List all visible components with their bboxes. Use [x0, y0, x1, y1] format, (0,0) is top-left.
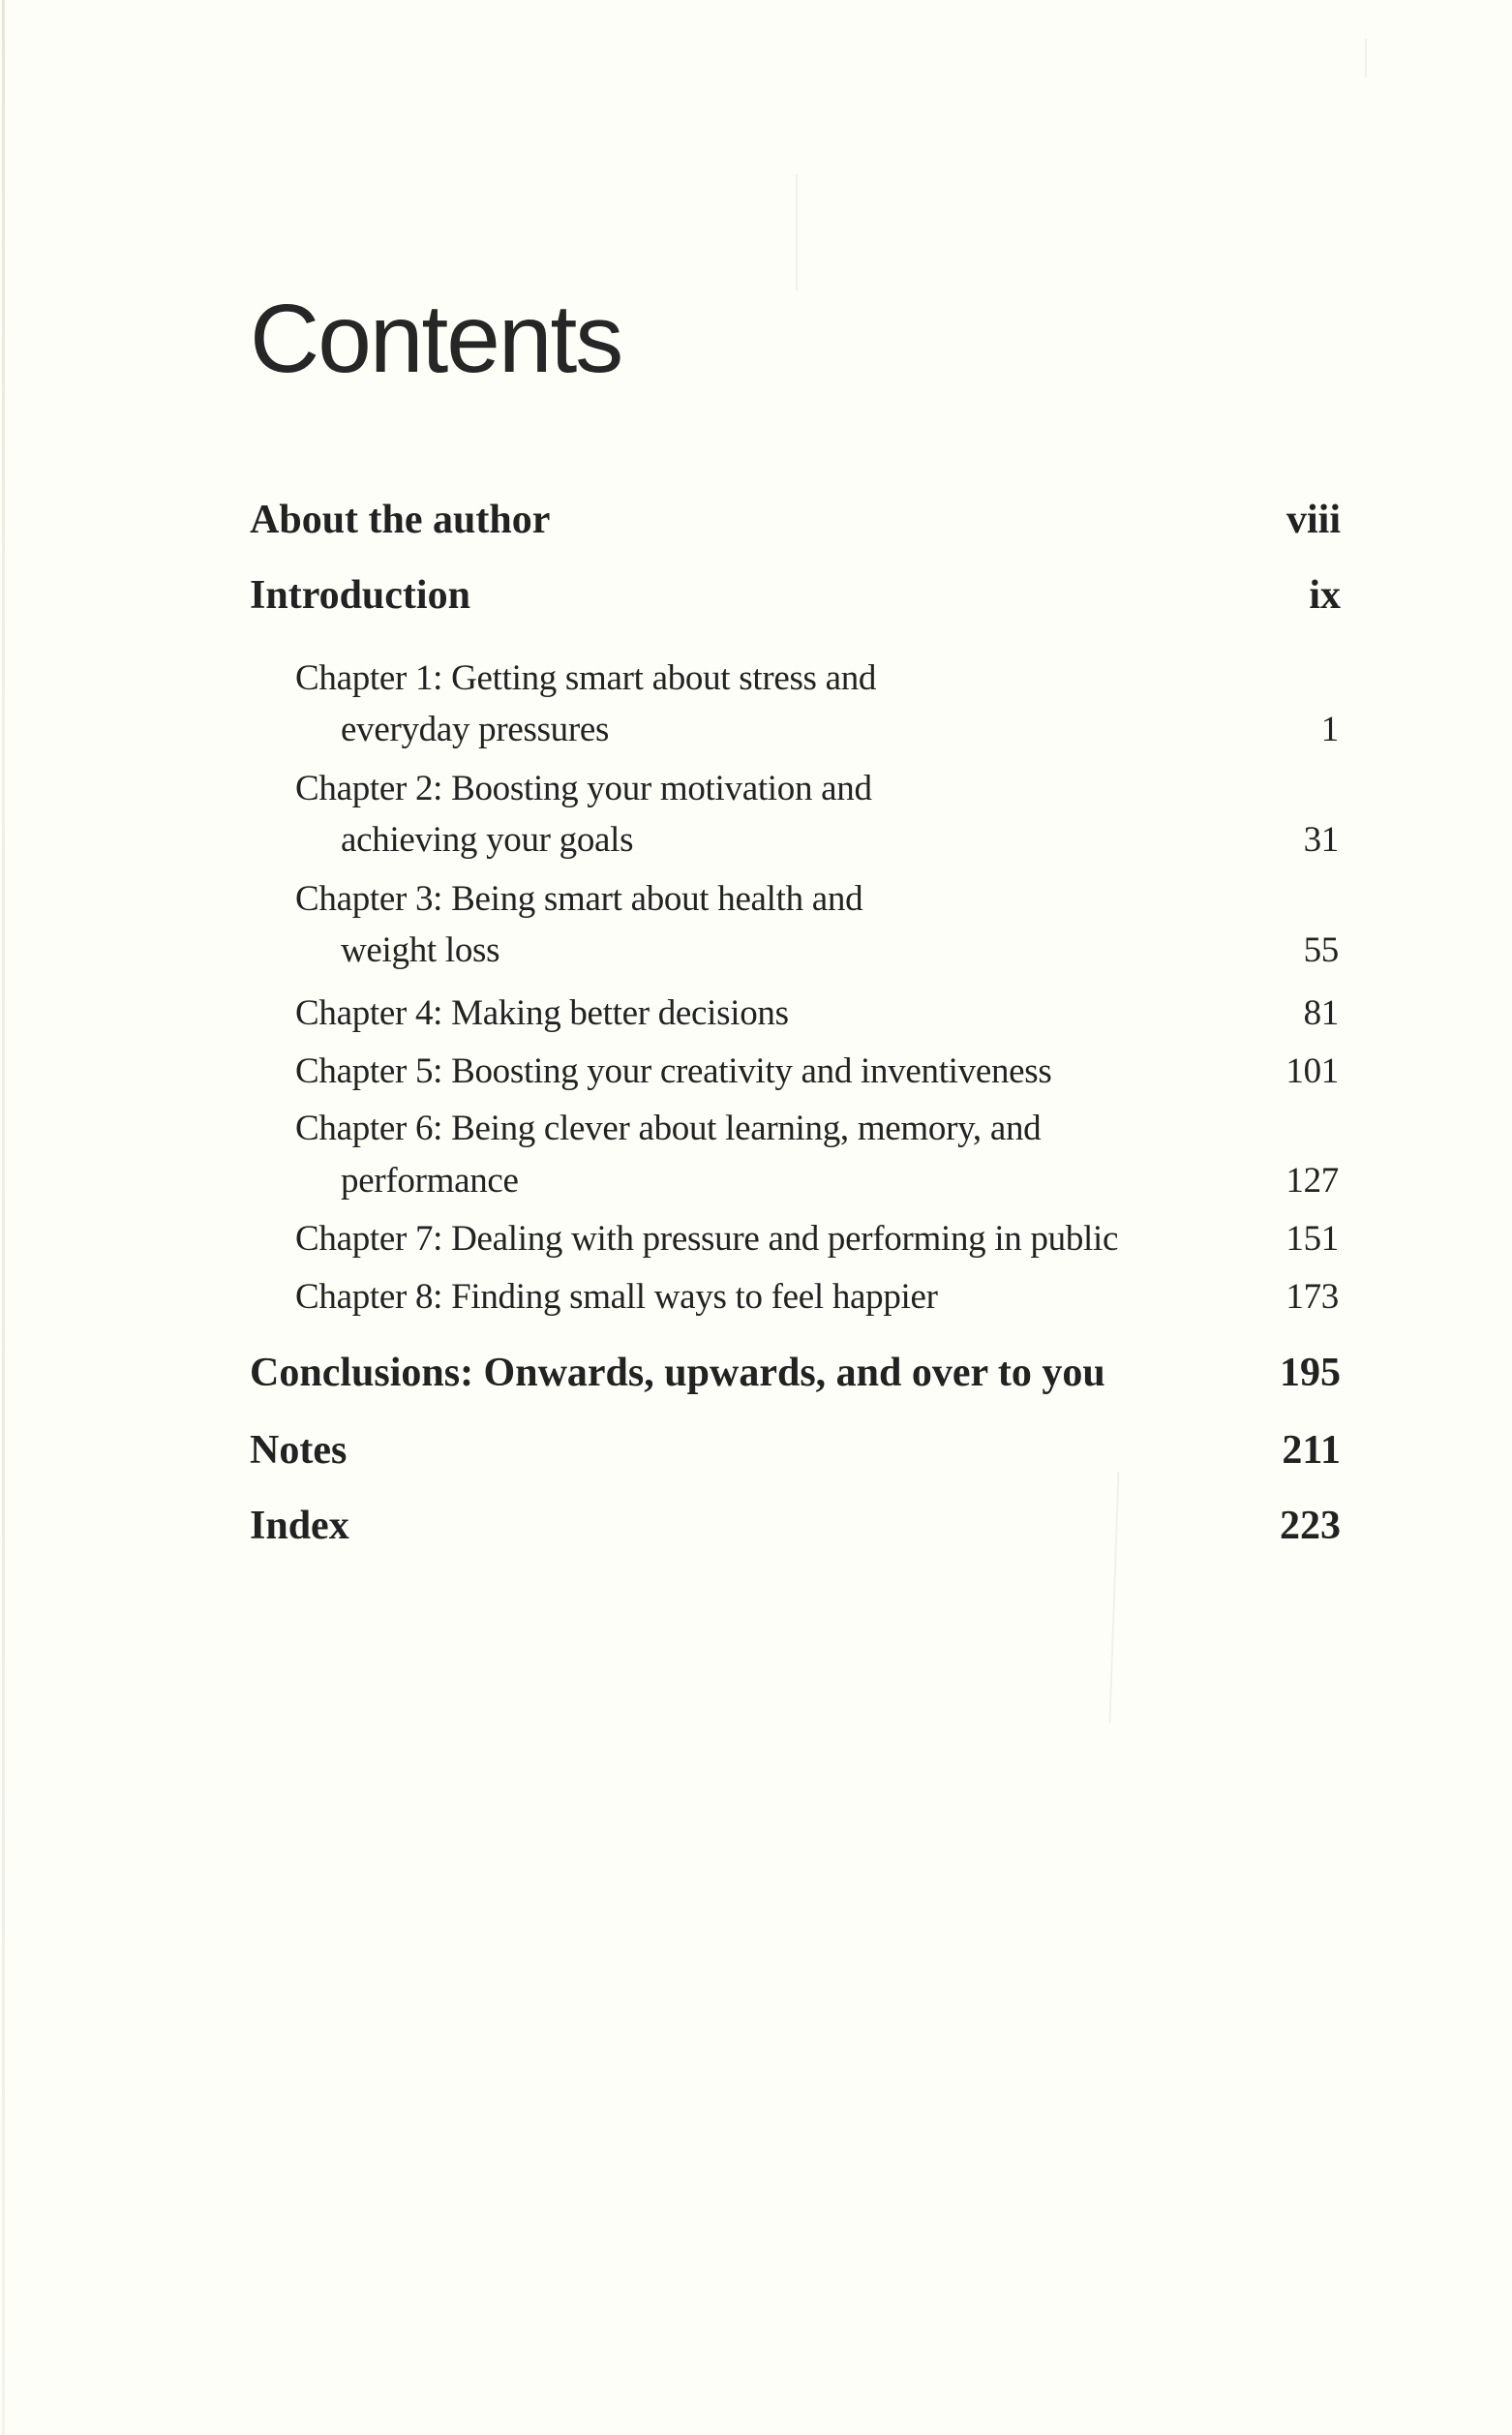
toc-page-number: 211 [1282, 1428, 1341, 1474]
toc-entry-label: Chapter 5: Boosting your creativity and inventiveness [295, 1051, 1052, 1092]
toc-entry-label: Chapter 8: Finding small ways to feel happier [295, 1277, 938, 1318]
toc-page-number: 223 [1280, 1504, 1341, 1549]
toc-entry-label: Chapter 3: Being smart about health and [295, 879, 863, 920]
toc-page-number: 55 [1303, 930, 1339, 971]
toc-entry-label-continued: everyday pressures [341, 710, 610, 750]
toc-entry-label: Chapter 4: Making better decisions [295, 993, 789, 1034]
scan-artifact-line [1365, 39, 1367, 77]
toc-entry-label: Conclusions: Onwards, upwards, and over to you [250, 1351, 1105, 1396]
toc-entry-label-continued: weight loss [341, 930, 500, 971]
page-edge-shadow [2, 0, 5, 2435]
toc-entry-label: Introduction [250, 573, 470, 619]
toc-entry-label-continued: performance [341, 1161, 519, 1202]
toc-page-number: ix [1309, 573, 1341, 619]
scan-artifact-line [796, 174, 798, 290]
toc-page-number: 195 [1280, 1351, 1341, 1396]
toc-page-number: 31 [1303, 820, 1339, 861]
toc-entry-label: About the author [250, 498, 551, 543]
toc-page-number: 173 [1285, 1277, 1339, 1318]
toc-entry-label: Index [250, 1504, 349, 1549]
toc-page-number: 81 [1303, 993, 1339, 1034]
toc-page-number: viii [1285, 498, 1341, 543]
toc-page-number: 127 [1285, 1161, 1339, 1202]
toc-entry-label: Chapter 2: Boosting your motivation and [295, 769, 872, 809]
toc-page-number: 151 [1285, 1219, 1339, 1260]
toc-page-number: 1 [1320, 710, 1339, 750]
toc-entry-label: Notes [250, 1428, 348, 1474]
toc-entry-label: Chapter 7: Dealing with pressure and performing in public [295, 1219, 1119, 1260]
toc-entry-label-continued: achieving your goals [341, 820, 634, 861]
page-title: Contents [250, 285, 622, 393]
toc-entry-label: Chapter 1: Getting smart about stress and [295, 658, 877, 699]
scan-artifact-line [1108, 1472, 1119, 1723]
toc-page-number: 101 [1285, 1051, 1339, 1092]
toc-entry-label: Chapter 6: Being clever about learning, memory, and [295, 1109, 1042, 1149]
